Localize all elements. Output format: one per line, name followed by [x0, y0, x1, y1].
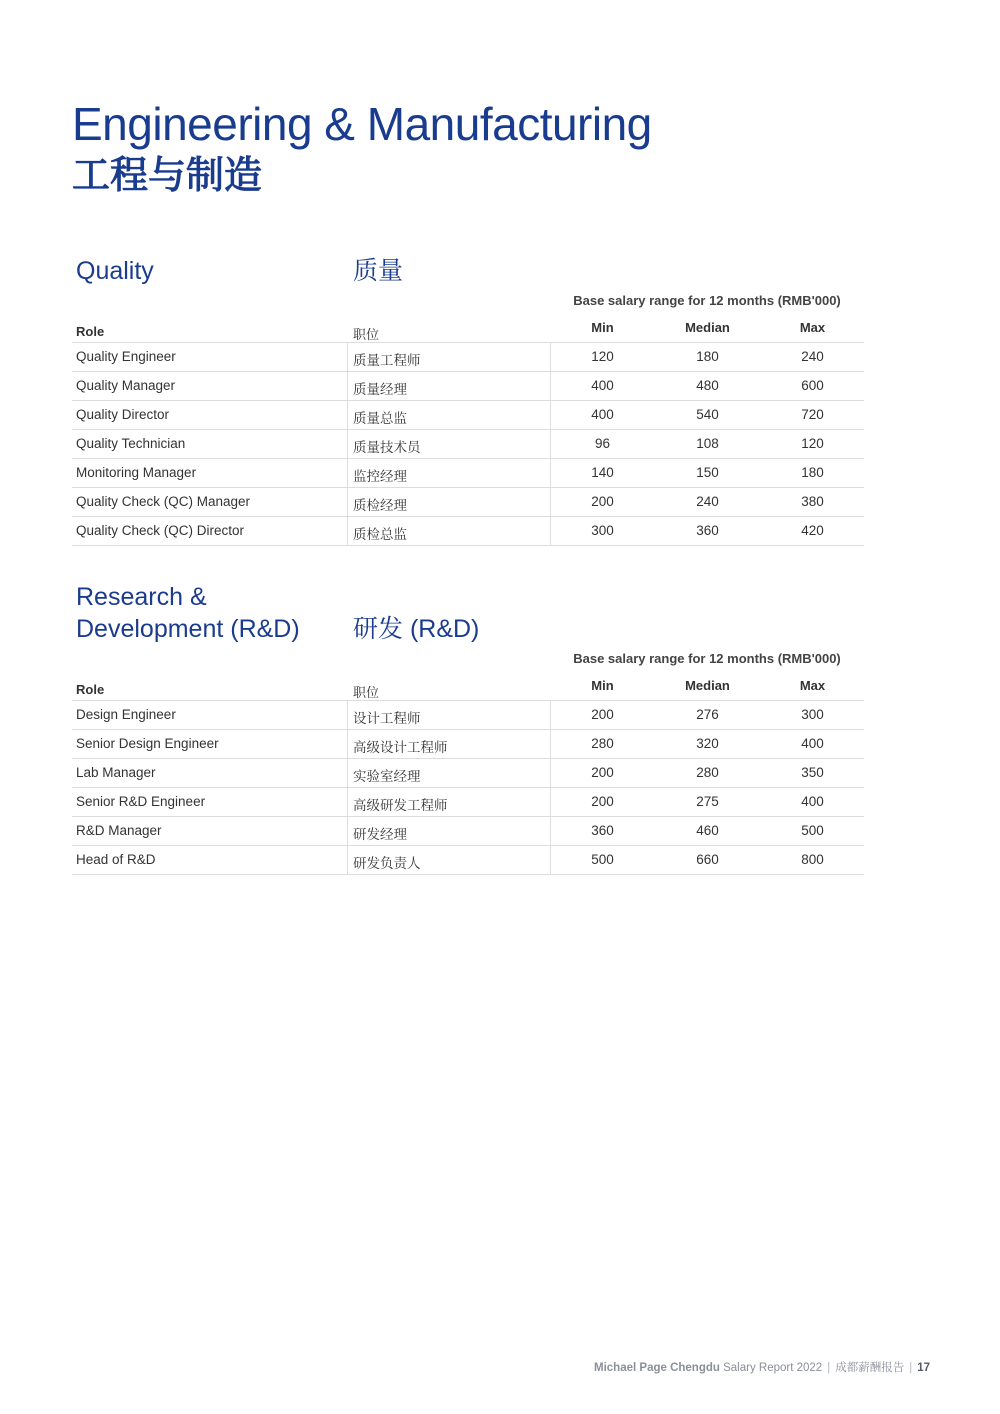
min-cell: 200 — [591, 794, 614, 809]
median-cell: 276 — [696, 707, 719, 722]
max-cell: 600 — [801, 378, 824, 393]
min-cell: 200 — [591, 494, 614, 509]
table-row — [72, 817, 864, 846]
role-cell: Design Engineer — [76, 707, 176, 722]
median-cell: 460 — [696, 823, 719, 838]
page-number: 17 — [917, 1362, 930, 1374]
table-row — [72, 343, 864, 372]
role-zh-cell: 高级研发工程师 — [353, 798, 448, 813]
max-cell: 800 — [801, 852, 824, 867]
role-zh-cell: 高级设计工程师 — [353, 740, 448, 755]
role-cell: Quality Manager — [76, 378, 176, 393]
role-zh-cell: 研发负责人 — [353, 856, 421, 871]
min-header: Min — [591, 320, 614, 335]
table-row — [72, 846, 864, 875]
role-cell: R&D Manager — [76, 823, 162, 838]
role-cell: Head of R&D — [76, 852, 156, 867]
role-cell: Senior R&D Engineer — [76, 794, 206, 809]
role-zh-header: 职位 — [353, 327, 380, 342]
footer-report: Salary Report 2022 — [723, 1362, 823, 1374]
table-header — [72, 672, 864, 701]
role-zh-cell: 质检总监 — [353, 527, 407, 542]
role-zh-cell: 监控经理 — [353, 469, 407, 484]
min-cell: 120 — [591, 349, 614, 364]
table-row — [72, 701, 864, 730]
role-zh-cell: 质检经理 — [353, 498, 407, 513]
table-row — [72, 401, 864, 430]
role-cell: Quality Engineer — [76, 349, 176, 364]
min-cell: 300 — [591, 523, 614, 538]
table-row — [72, 488, 864, 517]
median-header: Median — [685, 678, 730, 693]
page-title-zh: 工程与制造 — [72, 155, 263, 197]
min-cell: 140 — [591, 465, 614, 480]
max-cell: 120 — [801, 436, 824, 451]
role-zh-header: 职位 — [353, 685, 380, 700]
page-title: Engineering & Manufacturing — [72, 98, 652, 150]
table-row — [72, 430, 864, 459]
max-cell: 240 — [801, 349, 824, 364]
min-cell: 400 — [591, 378, 614, 393]
max-cell: 180 — [801, 465, 824, 480]
salary-range-label: Base salary range for 12 months (RMB'000) — [573, 651, 841, 666]
role-zh-cell: 研发经理 — [353, 827, 407, 842]
median-cell: 240 — [696, 494, 719, 509]
min-cell: 500 — [591, 852, 614, 867]
role-header: Role — [76, 324, 105, 339]
role-zh-cell: 实验室经理 — [353, 769, 421, 784]
section-title: Research & Development (R&D) — [76, 583, 300, 643]
table-row — [72, 459, 864, 488]
min-cell: 360 — [591, 823, 614, 838]
max-header: Max — [799, 678, 826, 693]
role-cell: Quality Technician — [76, 436, 186, 451]
median-cell: 150 — [696, 465, 719, 480]
footer-brand: Michael Page Chengdu — [594, 1362, 720, 1374]
median-cell: 540 — [696, 407, 719, 422]
salary-range-label: Base salary range for 12 months (RMB'000) — [573, 293, 841, 308]
median-cell: 480 — [696, 378, 719, 393]
table-row — [72, 788, 864, 817]
role-zh-cell: 质量技术员 — [353, 440, 421, 455]
table-row — [72, 759, 864, 788]
min-cell: 200 — [591, 707, 614, 722]
max-cell: 300 — [801, 707, 824, 722]
footer-separator: | — [827, 1362, 831, 1374]
role-zh-cell: 质量总监 — [353, 411, 407, 426]
section-title-zh: 质量 — [353, 257, 404, 285]
role-cell: Quality Check (QC) Manager — [76, 494, 251, 509]
role-cell: Quality Check (QC) Director — [76, 523, 245, 538]
section-title: Quality — [76, 257, 154, 285]
footer-report-zh: 成都薪酬报告 — [835, 1362, 905, 1374]
max-cell: 420 — [801, 523, 824, 538]
role-header: Role — [76, 682, 105, 697]
role-zh-cell: 设计工程师 — [353, 711, 421, 726]
max-header: Max — [799, 320, 826, 335]
role-cell: Monitoring Manager — [76, 465, 197, 480]
role-cell: Lab Manager — [76, 765, 156, 780]
role-cell: Senior Design Engineer — [76, 736, 219, 751]
max-cell: 720 — [801, 407, 824, 422]
max-cell: 350 — [801, 765, 824, 780]
table-body — [72, 701, 864, 875]
min-cell: 200 — [591, 765, 614, 780]
table-body — [72, 343, 864, 546]
table-row — [72, 730, 864, 759]
min-cell: 280 — [591, 736, 614, 751]
median-cell: 320 — [696, 736, 719, 751]
footer-separator: | — [909, 1362, 913, 1374]
median-cell: 108 — [696, 436, 719, 451]
median-cell: 660 — [696, 852, 719, 867]
max-cell: 400 — [801, 736, 824, 751]
max-cell: 380 — [801, 494, 824, 509]
max-cell: 400 — [801, 794, 824, 809]
role-zh-cell: 质量经理 — [353, 382, 407, 397]
role-zh-cell: 质量工程师 — [353, 353, 421, 368]
min-cell: 96 — [594, 436, 611, 451]
median-header: Median — [685, 320, 730, 335]
max-cell: 500 — [801, 823, 824, 838]
page-footer — [594, 1359, 930, 1375]
section-title-zh: 研发 (R&D) — [353, 615, 480, 643]
median-cell: 360 — [696, 523, 719, 538]
table-header — [72, 314, 864, 343]
median-cell: 180 — [696, 349, 719, 364]
table-row — [72, 517, 864, 546]
min-cell: 400 — [591, 407, 614, 422]
table-row — [72, 372, 864, 401]
role-cell: Quality Director — [76, 407, 170, 422]
median-cell: 280 — [696, 765, 719, 780]
median-cell: 275 — [696, 794, 719, 809]
min-header: Min — [591, 678, 614, 693]
